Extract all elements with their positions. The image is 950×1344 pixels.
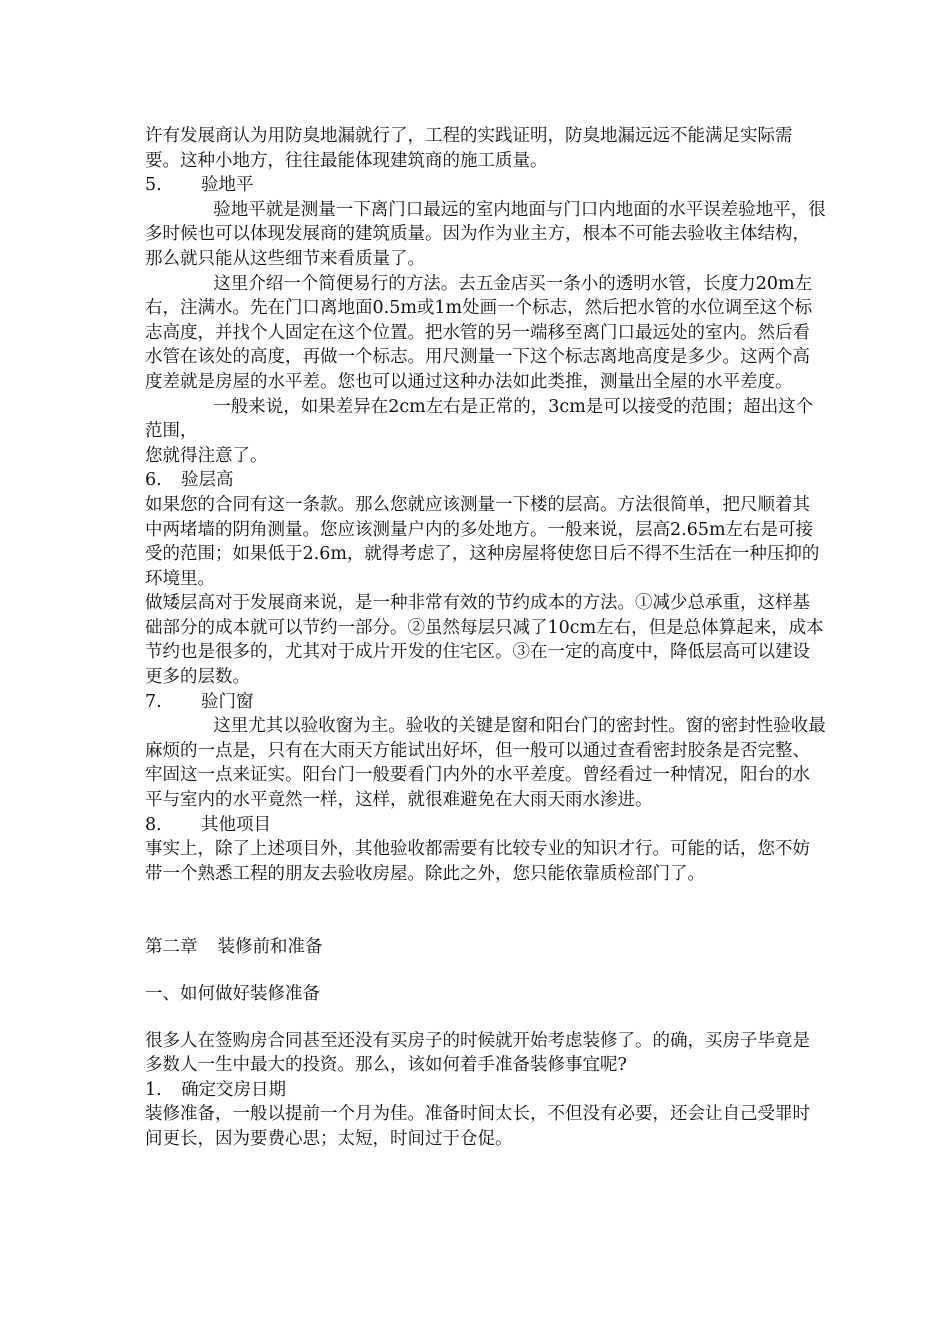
chapter-title: 装修前和准备: [217, 937, 323, 958]
spacer: [145, 960, 827, 982]
heading-item-7: [145, 690, 827, 715]
heading-number: 1.: [145, 1079, 162, 1100]
heading-number: 8.: [145, 814, 162, 835]
paragraph-doors-windows: 这里尤其以验收窗为主。验收的关键是窗和阳台门的密封性。窗的密封性验收最麻烦的一点是，只有在大雨天方能试出好坏，但一般可以通过查看密封胶条是否完整、牢固这一点来证实。阳台门一般要看门内外的水平差度。曾经看过一种情况，阳台的水平与室内的水平竟然一样，这样，就很难避免在大雨天雨水渗进。: [145, 716, 826, 811]
heading-title: 验层高: [181, 470, 234, 491]
paragraph-ceiling-height: 如果您的合同有这一条款。那么您就应该测量一下楼的层高。方法很简单，把尺顺着其中两堵墙的阴角测量。您应该测量户内的多处地方。一般来说，层高2.65m左右是可接受的范围；如果低于2.6m，就得考虑了，这种房屋将使您日后不得不生活在一种压抑的环境里。: [145, 494, 820, 589]
spacer: [145, 886, 827, 935]
paragraph-renovation-intro: 很多人在签购房合同甚至还没有买房子的时候就开始考虑装修了。的确，买房子毕竟是多数人一生中最大的投资。那么，该如何着手准备装修事宜呢?: [145, 1030, 810, 1076]
paragraph-other-items: 事实上，除了上述项目外，其他验收都需要有比较专业的知识才行。可能的话，您不妨带一个熟悉工程的朋友去验收房屋。除此之外，您只能依靠质检部门了。: [145, 839, 810, 884]
chapter-label: 第二章: [145, 937, 198, 958]
heading-title: 验地平: [201, 175, 254, 196]
paragraph-handover-date: 装修准备，一般以提前一个月为佳。准备时间太长，不但没有必要，还会让自己受罪时间更长，因为要费心思；太短，时间过于仓促。: [145, 1104, 810, 1149]
heading-title: 其他项目: [201, 814, 271, 835]
heading-title: 确定交房日期: [181, 1079, 286, 1100]
heading-number: 6.: [145, 470, 162, 491]
heading-item-5: [145, 173, 827, 198]
paragraph-drain: 许有发展商认为用防臭地漏就行了，工程的实践证明，防臭地漏远远不能满足实际需要。这种小地方，往往最能体现建筑商的施工质量。: [145, 126, 793, 171]
heading-item-8: [145, 813, 827, 838]
heading-title: 验门窗: [201, 691, 254, 712]
heading-number: 7.: [145, 691, 162, 712]
section-heading: 一、如何做好装修准备: [145, 984, 320, 1004]
heading-item-1: [145, 1078, 827, 1103]
paragraph-ceiling-cost: 做矮层高对于发展商来说，是一种非常有效的节约成本的方法。①减少总承重，这样基础部分的成本就可以节约一部分。②虽然每层只减了10cm左右，但是总体算起来，成本节约也是很多的，尤其对于成片开发的住宅区。③在一定的高度中，降低层高可以建设更多的层数。: [145, 593, 824, 688]
chapter-heading: [145, 935, 827, 960]
spacer: [145, 1007, 827, 1029]
paragraph-floor-level-tolerance: 一般来说，如果差异在2cm左右是正常的，3cm是可以接受的范围；超出这个范围，: [145, 396, 814, 442]
paragraph-floor-level-note: 您就得注意了。: [145, 445, 268, 466]
paragraph-floor-level-method: 这里介绍一个简便易行的方法。去五金店买一条小的透明水管，长度力20m左右，注满水。先在门口离地面0.5m或1m处画一个标志，然后把水管的水位调至这个标志高度，并找个人固定在这个位置。把水管的另一端移至离门口最远处的室内。然后看水管在该处的高度，再做一个标志。用尺测量一下这个标志离地高度是多少。这两个高度差就是房屋的水平差。您也可以通过这种办法如此类推，测量出全屋的水平差度。: [145, 273, 813, 392]
paragraph-floor-level-intro: 验地平就是测量一下离门口最远的室内地面与门口内地面的水平误差验地平，很多时候也可以体现发展商的建筑质量。因为作为业主方，根本不可能去验收主体结构，那么就只能从这些细节来看质量了。: [145, 199, 826, 269]
heading-item-6: [145, 468, 827, 493]
heading-number: 5.: [145, 175, 162, 196]
document-page: [145, 124, 827, 1152]
